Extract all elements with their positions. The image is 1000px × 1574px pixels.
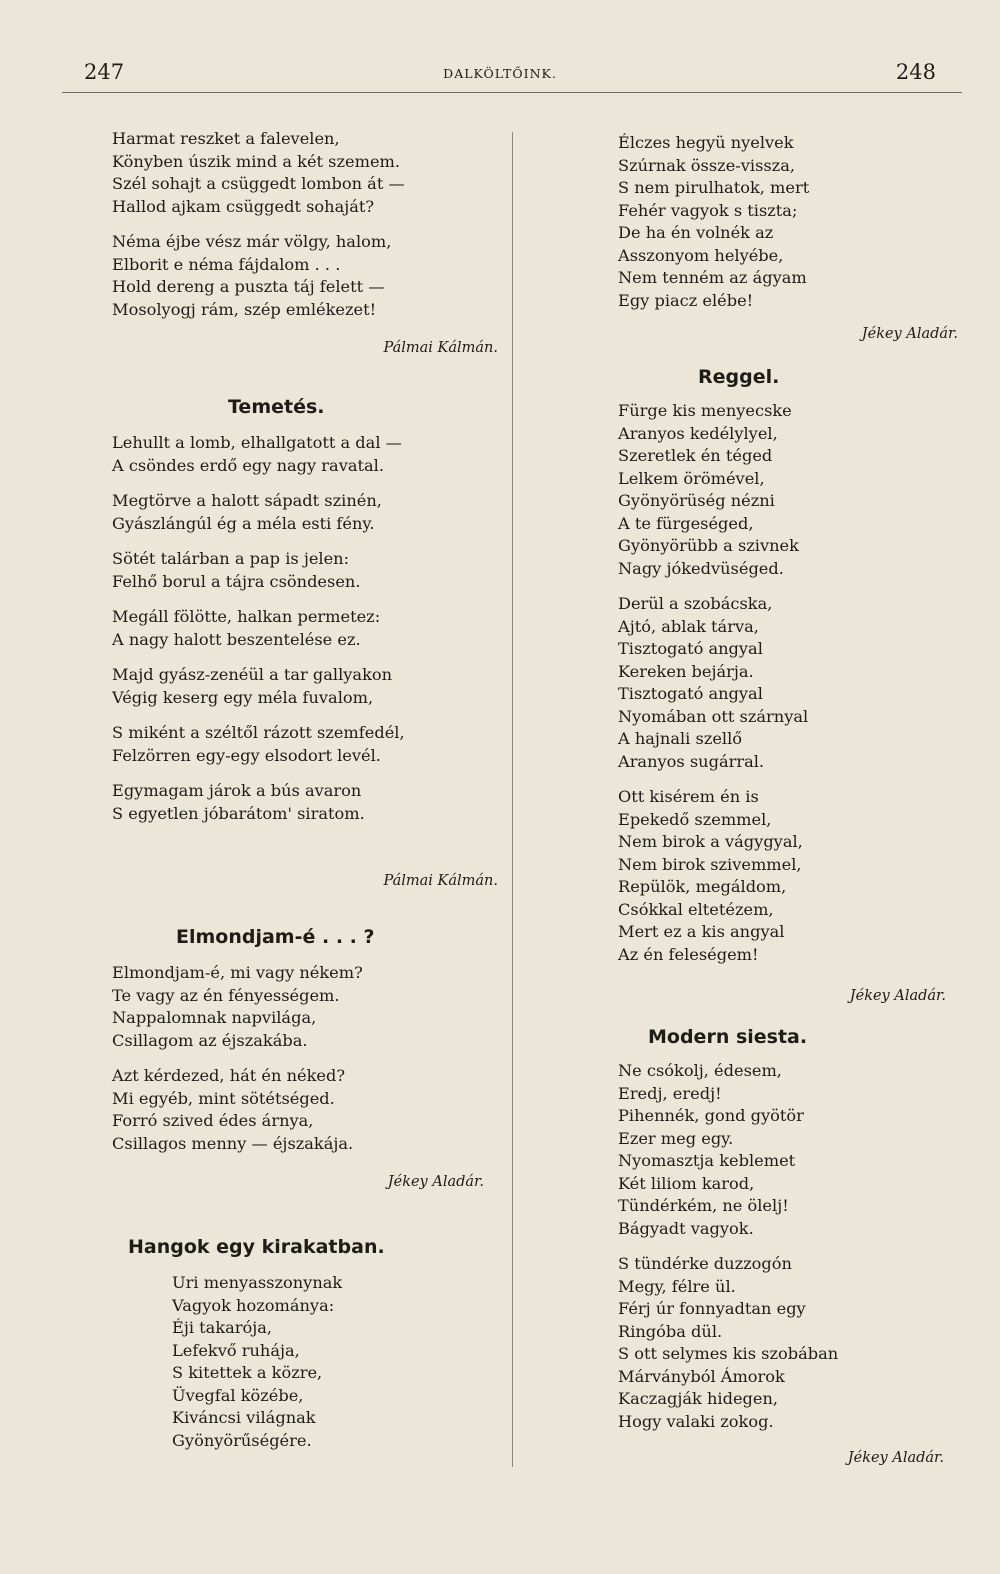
verse-line: Te vagy az én fényességem. — [112, 985, 340, 1005]
verse-line: Tisztogató angyal — [618, 639, 763, 658]
verse-line: Az én feleségem! — [618, 944, 759, 964]
poem-author: Pálmai Kálmán. — [383, 340, 498, 356]
verse-line: Két liliom karod, — [618, 1173, 755, 1193]
verse-line: Csillagos menny — éjszakája. — [112, 1133, 354, 1153]
verse-line: Kaczagják hidegen, — [618, 1389, 779, 1408]
verse-line: S tündérke duzzogón — [618, 1254, 792, 1273]
stanza — [112, 128, 498, 218]
verse-line: Egymagam járok a bús avaron — [112, 781, 362, 800]
poem-title: Elmondjam-é . . . ? — [176, 926, 375, 948]
stanza — [618, 400, 958, 580]
stanza — [618, 786, 958, 966]
verse-line: S nem pirulhatok, mert — [618, 178, 810, 197]
verse-line: Forró szived édes árnya, — [112, 1111, 314, 1130]
verse-line: Nagy jókedvüséged. — [618, 558, 784, 578]
verse-line: Bágyadt vagyok. — [618, 1218, 754, 1238]
verse-line: Mi egyéb, mint sötétséged. — [112, 1088, 335, 1108]
stanza — [172, 1272, 558, 1452]
verse-line: Szúrnak össze-vissza, — [618, 155, 796, 175]
column-divider — [512, 132, 513, 1467]
verse-line: Derül a szobácska, — [618, 594, 773, 613]
verse-line: Gyönyörübb a szivnek — [618, 536, 799, 555]
verse-line: Éji takarója, — [172, 1318, 273, 1337]
verse-line: Könyben úszik mind a két szemem. — [112, 151, 401, 171]
verse-line: Aranyos kedélylyel, — [618, 423, 778, 443]
stanza — [112, 490, 498, 535]
verse-line: Epekedő szemmel, — [618, 809, 772, 829]
verse-line: Majd gyász-zenéül a tar gallyakon — [112, 665, 393, 684]
verse-line: Elborit e néma fájdalom . . . — [112, 254, 341, 274]
poem-modern-siesta — [618, 1060, 958, 1433]
verse-line: S miként a széltől rázott szemfedél, — [112, 723, 405, 742]
verse-line: A csöndes erdő egy nagy ravatal. — [112, 455, 384, 475]
verse-line: Megtörve a halott sápadt szinén, — [112, 491, 382, 510]
verse-line: Néma éjbe vész már völgy, halom, — [112, 232, 392, 251]
page-number-right: 248 — [895, 60, 936, 84]
running-title: DALKÖLTŐINK. — [443, 66, 557, 81]
verse-line: Márványból Ámorok — [618, 1366, 785, 1386]
verse-line: Aranyos sugárral. — [618, 751, 765, 771]
verse-line: Nappalomnak napvilága, — [112, 1008, 317, 1027]
verse-line: Asszonyom helyébe, — [618, 245, 784, 265]
verse-line: Fürge kis menyecske — [618, 401, 792, 420]
header-rule — [62, 92, 962, 93]
verse-line: Pihennék, gond gyötör — [618, 1106, 804, 1125]
stanza — [112, 722, 498, 767]
page-number-left: 247 — [84, 60, 125, 84]
verse-line: Fehér vagyok s tiszta; — [618, 200, 798, 220]
verse-line: Végig keserg egy méla fuvalom, — [112, 687, 374, 707]
stanza — [112, 606, 498, 651]
poem-title: Temetés. — [228, 396, 325, 418]
verse-line: Ezer meg egy. — [618, 1128, 734, 1148]
verse-line: Harmat reszket a falevelen, — [112, 129, 340, 148]
stanza — [112, 780, 498, 825]
verse-line: Elmondjam-é, mi vagy nékem? — [112, 963, 363, 982]
poem-elmondjam — [112, 962, 498, 1155]
verse-line: Férj úr fonnyadtan egy — [618, 1299, 806, 1318]
verse-line: Egy piacz elébe! — [618, 290, 754, 310]
verse-line: Vagyok hozománya: — [172, 1295, 335, 1315]
verse-line: Ringóba dül. — [618, 1321, 723, 1341]
verse-line: Nem birok szivemmel, — [618, 854, 802, 874]
stanza — [112, 231, 498, 321]
stanza — [112, 1065, 498, 1155]
verse-line: Uri menyasszonynak — [172, 1273, 343, 1292]
verse-line: Megy, félre ül. — [618, 1276, 736, 1296]
verse-line: Csillagom az éjszakába. — [112, 1030, 308, 1050]
verse-line: Hold dereng a puszta táj felett — — [112, 277, 385, 296]
stanza — [112, 432, 498, 477]
poem-author: Jékey Aladár. — [847, 1450, 944, 1466]
verse-line: Ne csókolj, édesem, — [618, 1061, 782, 1080]
verse-line: Nem birok a vágygyal, — [618, 832, 803, 851]
verse-line: S egyetlen jóbarátom' siratom. — [112, 803, 365, 823]
verse-line: Azt kérdezed, hát én néked? — [112, 1066, 346, 1085]
poem-author: Jékey Aladár. — [849, 988, 946, 1004]
verse-line: A hajnali szellő — [618, 729, 743, 748]
verse-line: Tündérkém, ne ölelj! — [618, 1196, 789, 1215]
verse-line: S kitettek a közre, — [172, 1363, 323, 1382]
verse-line: Csókkal eltetézem, — [618, 899, 774, 919]
verse-line: Szél sohajt a csüggedt lombon át — — [112, 174, 405, 193]
verse-line: Kereken bejárja. — [618, 661, 754, 681]
verse-line: Tisztogató angyal — [618, 684, 763, 703]
verse-line: Lelkem örömével, — [618, 468, 765, 488]
verse-line: Kiváncsi világnak — [172, 1408, 316, 1427]
poem-author: Jékey Aladár. — [387, 1174, 484, 1190]
stanza — [112, 664, 498, 709]
verse-line: Lehullt a lomb, elhallgatott a dal — — [112, 433, 402, 452]
poem-temetes — [112, 432, 498, 825]
verse-line: Ott kisérem én is — [618, 787, 759, 806]
verse-line: Gyönyörűségére. — [172, 1430, 312, 1450]
verse-line: Élczes hegyü nyelvek — [618, 133, 794, 152]
stanza — [112, 962, 498, 1052]
verse-line: Sötét talárban a pap is jelen: — [112, 549, 350, 568]
stanza — [618, 1253, 958, 1433]
verse-line: A nagy halott beszentelése ez. — [112, 629, 361, 649]
stanza — [618, 1060, 958, 1240]
verse-line: S ott selymes kis szobában — [618, 1344, 839, 1363]
poem-title: Modern siesta. — [648, 1026, 808, 1048]
verse-line: Megáll fölötte, halkan permetez: — [112, 607, 381, 626]
verse-line: Gyönyörüség nézni — [618, 491, 775, 510]
poem-hangok — [172, 1272, 558, 1452]
verse-line: Nem tenném az ágyam — [618, 268, 807, 287]
poem-title: Hangok egy kirakatban. — [128, 1236, 385, 1258]
poem-title: Reggel. — [698, 366, 780, 388]
verse-line: Üvegfal közébe, — [172, 1385, 304, 1405]
verse-line: Szeretlek én téged — [618, 446, 773, 465]
stanza — [618, 593, 958, 773]
poem-reggel — [618, 400, 958, 966]
stanza — [618, 132, 958, 312]
verse-line: Felzörren egy-egy elsodort levél. — [112, 745, 381, 765]
verse-line: De ha én volnék az — [618, 223, 774, 242]
verse-line: Lefekvő ruhája, — [172, 1340, 300, 1360]
verse-line: Mosolyogj rám, szép emlékezet! — [112, 299, 377, 319]
poem-hangok-continued — [618, 132, 958, 312]
verse-line: Gyászlángúl ég a méla esti fény. — [112, 513, 375, 533]
verse-line: Felhő borul a tájra csöndesen. — [112, 571, 361, 591]
verse-line: Repülök, megáldom, — [618, 877, 787, 896]
verse-line: Nyomában ott szárnyal — [618, 706, 809, 726]
verse-line: Mert ez a kis angyal — [618, 922, 785, 941]
verse-line: Hogy valaki zokog. — [618, 1411, 774, 1431]
poem-untitled — [112, 128, 498, 321]
verse-line: Ajtó, ablak tárva, — [618, 616, 759, 636]
poem-author: Jékey Aladár. — [861, 326, 958, 342]
stanza — [112, 548, 498, 593]
verse-line: A te fürgeséged, — [618, 513, 754, 533]
verse-line: Eredj, eredj! — [618, 1083, 722, 1103]
verse-line: Hallod ajkam csüggedt sohaját? — [112, 196, 375, 216]
verse-line: Nyomasztja keblemet — [618, 1151, 796, 1170]
poem-author: Pálmai Kálmán. — [383, 873, 498, 889]
